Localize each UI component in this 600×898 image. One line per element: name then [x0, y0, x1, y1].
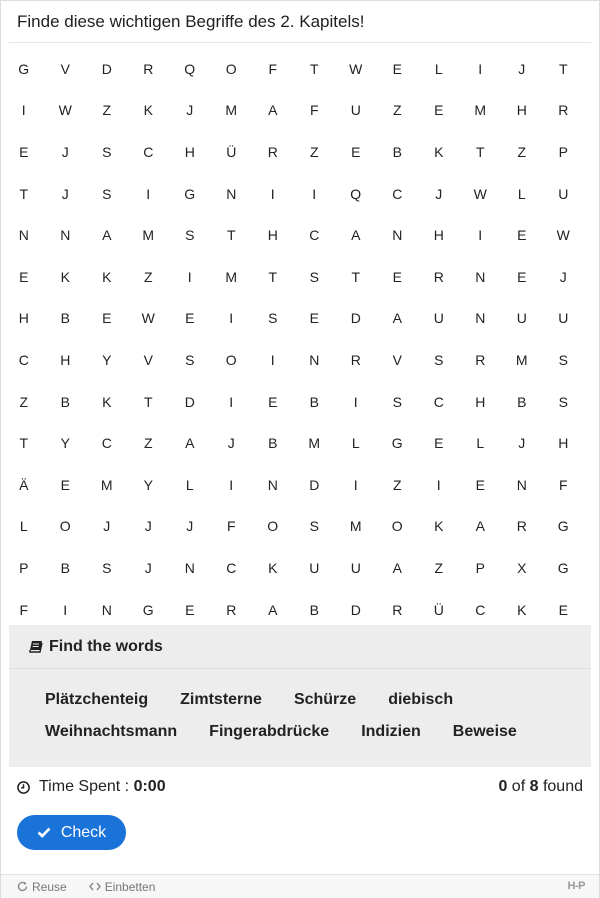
- grid-cell[interactable]: C: [101, 435, 112, 452]
- grid-cell[interactable]: L: [19, 518, 28, 535]
- grid-cell[interactable]: K: [434, 518, 444, 535]
- grid-cell[interactable]: D: [350, 601, 361, 618]
- grid-cell[interactable]: N: [475, 268, 486, 285]
- grid-cell[interactable]: T: [19, 185, 29, 202]
- found-counter: [498, 778, 583, 796]
- grid-cell[interactable]: J: [518, 435, 526, 452]
- grid-cell[interactable]: I: [187, 268, 192, 285]
- grid-cell[interactable]: L: [351, 435, 360, 452]
- grid-cell[interactable]: I: [146, 185, 151, 202]
- grid-cell[interactable]: S: [558, 351, 568, 368]
- grid-cell[interactable]: K: [517, 601, 527, 618]
- grid-cell[interactable]: W: [473, 185, 487, 202]
- grid-cell[interactable]: E: [475, 476, 485, 493]
- grid-cell[interactable]: K: [60, 268, 70, 285]
- word-item: Schürze: [293, 691, 357, 708]
- grid-cell[interactable]: J: [518, 60, 526, 77]
- grid-row: [3, 173, 590, 215]
- grid-cell[interactable]: Z: [392, 476, 402, 493]
- grid-cell[interactable]: A: [351, 227, 361, 244]
- checkmark-icon: [37, 827, 51, 838]
- grid-cell[interactable]: S: [434, 351, 444, 368]
- grid-cell[interactable]: V: [143, 351, 153, 368]
- grid-cell[interactable]: P: [558, 143, 568, 160]
- grid-cell[interactable]: E: [392, 268, 402, 285]
- embed-link[interactable]: [89, 880, 156, 894]
- grid-cell[interactable]: N: [60, 227, 71, 244]
- grid-row: [3, 131, 590, 173]
- grid-cell[interactable]: Z: [309, 143, 319, 160]
- grid-cell[interactable]: U: [350, 102, 361, 119]
- letter-grid[interactable]: [3, 48, 590, 630]
- book-icon: [29, 640, 43, 653]
- grid-cell[interactable]: H: [60, 351, 71, 368]
- grid-cell[interactable]: C: [18, 351, 29, 368]
- grid-cell[interactable]: J: [227, 435, 235, 452]
- grid-cell[interactable]: B: [392, 143, 402, 160]
- grid-cell[interactable]: G: [557, 518, 569, 535]
- grid-cell[interactable]: M: [100, 476, 113, 493]
- grid-cell[interactable]: E: [102, 310, 112, 327]
- grid-cell[interactable]: M: [474, 102, 487, 119]
- grid-cell[interactable]: C: [309, 227, 320, 244]
- grid-cell[interactable]: O: [59, 518, 71, 535]
- grid-cell[interactable]: E: [434, 102, 444, 119]
- grid-cell[interactable]: S: [102, 559, 112, 576]
- grid-cell[interactable]: I: [478, 227, 483, 244]
- grid-cell[interactable]: S: [102, 143, 112, 160]
- grid-cell[interactable]: T: [143, 393, 153, 410]
- grid-cell[interactable]: A: [102, 227, 112, 244]
- grid-cell[interactable]: U: [309, 559, 320, 576]
- grid-cell[interactable]: M: [308, 435, 321, 452]
- grid-cell[interactable]: E: [309, 310, 319, 327]
- grid-cell[interactable]: J: [103, 518, 111, 535]
- grid-cell[interactable]: V: [392, 351, 402, 368]
- grid-cell[interactable]: Y: [143, 476, 153, 493]
- time-spent-label: Time Spent :: [39, 778, 130, 795]
- grid-cell[interactable]: I: [478, 60, 483, 77]
- grid-cell[interactable]: A: [268, 102, 278, 119]
- grid-cell[interactable]: A: [185, 435, 195, 452]
- footer-bar: [1, 874, 599, 898]
- found-total: 8: [529, 778, 539, 795]
- grid-cell[interactable]: R: [267, 143, 278, 160]
- grid-cell[interactable]: H: [267, 227, 278, 244]
- grid-cell[interactable]: E: [558, 601, 568, 618]
- grid-cell[interactable]: B: [60, 393, 70, 410]
- grid-cell[interactable]: Z: [392, 102, 402, 119]
- grid-cell[interactable]: E: [392, 60, 402, 77]
- grid-cell[interactable]: R: [516, 518, 527, 535]
- time-spent: [17, 778, 166, 796]
- grid-cell[interactable]: B: [517, 393, 527, 410]
- grid-cell[interactable]: I: [353, 393, 358, 410]
- grid-cell[interactable]: B: [60, 559, 70, 576]
- grid-cell[interactable]: J: [559, 268, 567, 285]
- grid-cell[interactable]: B: [60, 310, 70, 327]
- grid-cell[interactable]: F: [309, 102, 319, 119]
- reuse-link[interactable]: [17, 880, 67, 894]
- grid-cell[interactable]: M: [225, 102, 238, 119]
- grid-cell[interactable]: Z: [517, 143, 527, 160]
- grid-cell[interactable]: E: [19, 268, 29, 285]
- grid-cell[interactable]: R: [226, 601, 237, 618]
- words-panel-heading: Find the words: [49, 637, 163, 655]
- grid-cell[interactable]: Z: [434, 559, 444, 576]
- grid-cell[interactable]: C: [143, 143, 154, 160]
- grid-row: [3, 422, 590, 464]
- grid-cell[interactable]: I: [229, 310, 234, 327]
- task-title: Finde diese wichtigen Begriffe des 2. Kapitels!: [17, 12, 365, 31]
- check-button[interactable]: [17, 815, 126, 850]
- word-item: Indizien: [361, 723, 421, 740]
- grid-cell[interactable]: I: [353, 476, 358, 493]
- grid-cell[interactable]: E: [185, 310, 195, 327]
- grid-cell[interactable]: M: [142, 227, 155, 244]
- grid-cell[interactable]: H: [558, 435, 569, 452]
- found-count: 0: [498, 778, 508, 795]
- grid-cell[interactable]: O: [391, 518, 403, 535]
- grid-cell[interactable]: F: [558, 476, 568, 493]
- grid-cell[interactable]: E: [351, 143, 361, 160]
- grid-cell[interactable]: L: [517, 185, 526, 202]
- word-list: [9, 669, 591, 748]
- grid-cell[interactable]: E: [19, 143, 29, 160]
- h5p-logo[interactable]: H-P: [567, 880, 585, 892]
- grid-cell[interactable]: B: [309, 393, 319, 410]
- grid-cell[interactable]: J: [61, 185, 69, 202]
- grid-cell[interactable]: K: [102, 393, 112, 410]
- grid-cell[interactable]: I: [312, 185, 317, 202]
- grid-cell[interactable]: G: [557, 559, 569, 576]
- grid-cell[interactable]: I: [270, 185, 275, 202]
- grid-cell[interactable]: S: [309, 518, 319, 535]
- grid-cell[interactable]: M: [349, 518, 362, 535]
- grid-cell[interactable]: D: [184, 393, 195, 410]
- grid-row: [3, 506, 590, 548]
- grid-cell[interactable]: I: [436, 476, 441, 493]
- grid-cell[interactable]: R: [475, 351, 486, 368]
- grid-cell[interactable]: R: [143, 60, 154, 77]
- grid-cell[interactable]: W: [58, 102, 72, 119]
- grid-cell[interactable]: T: [268, 268, 278, 285]
- words-panel-header: [9, 625, 591, 669]
- grid-cell[interactable]: O: [225, 351, 237, 368]
- embed-label: Einbetten: [104, 879, 156, 894]
- grid-cell[interactable]: Y: [60, 435, 70, 452]
- grid-cell[interactable]: W: [556, 227, 570, 244]
- grid-cell[interactable]: I: [21, 102, 26, 119]
- grid-cell[interactable]: M: [225, 268, 238, 285]
- grid-cell[interactable]: A: [392, 310, 402, 327]
- grid-cell[interactable]: C: [433, 393, 444, 410]
- grid-cell[interactable]: E: [185, 601, 195, 618]
- grid-cell[interactable]: G: [184, 185, 196, 202]
- grid-cell[interactable]: N: [392, 227, 403, 244]
- grid-cell[interactable]: N: [475, 310, 486, 327]
- grid-cell[interactable]: L: [434, 60, 443, 77]
- grid-cell[interactable]: R: [350, 351, 361, 368]
- grid-cell[interactable]: Ü: [226, 143, 237, 160]
- grid-cell[interactable]: E: [434, 435, 444, 452]
- grid-cell[interactable]: W: [141, 310, 155, 327]
- grid-cell[interactable]: J: [435, 185, 443, 202]
- grid-cell[interactable]: U: [558, 185, 569, 202]
- grid-cell[interactable]: T: [226, 227, 236, 244]
- grid-cell[interactable]: X: [517, 559, 527, 576]
- grid-cell[interactable]: E: [517, 268, 527, 285]
- grid-cell[interactable]: F: [226, 518, 236, 535]
- grid-cell[interactable]: U: [433, 310, 444, 327]
- grid-cell[interactable]: K: [434, 143, 444, 160]
- grid-cell[interactable]: D: [101, 60, 112, 77]
- grid-cell[interactable]: U: [558, 310, 569, 327]
- grid-cell[interactable]: I: [229, 476, 234, 493]
- grid-cell[interactable]: S: [558, 393, 568, 410]
- grid-cell[interactable]: A: [475, 518, 485, 535]
- grid-row: [3, 90, 590, 132]
- word-item: diebisch: [388, 691, 454, 708]
- grid-cell[interactable]: Y: [102, 351, 112, 368]
- grid-cell[interactable]: W: [349, 60, 363, 77]
- grid-cell[interactable]: G: [391, 435, 403, 452]
- grid-cell[interactable]: T: [351, 268, 361, 285]
- grid-cell[interactable]: K: [102, 268, 112, 285]
- word-item: Zimtsterne: [180, 691, 262, 708]
- grid-cell[interactable]: R: [433, 268, 444, 285]
- grid-row: [3, 547, 590, 589]
- grid-cell[interactable]: D: [350, 310, 361, 327]
- grid-cell[interactable]: J: [144, 518, 152, 535]
- grid-cell[interactable]: N: [267, 476, 278, 493]
- grid-cell[interactable]: E: [60, 476, 70, 493]
- grid-cell[interactable]: N: [184, 559, 195, 576]
- clock-icon: [17, 781, 30, 794]
- grid-cell[interactable]: Ü: [433, 601, 444, 618]
- grid-cell[interactable]: V: [60, 60, 70, 77]
- grid-cell[interactable]: A: [268, 601, 278, 618]
- reuse-label: Reuse: [32, 879, 67, 894]
- check-button-label: Check: [60, 823, 107, 841]
- grid-cell[interactable]: M: [515, 351, 528, 368]
- grid-cell[interactable]: J: [186, 102, 194, 119]
- word-item: Weihnachtsmann: [45, 723, 178, 740]
- grid-cell[interactable]: S: [185, 351, 195, 368]
- code-icon: [89, 882, 101, 891]
- grid-row: [3, 48, 590, 90]
- grid-cell[interactable]: S: [268, 310, 278, 327]
- word-item: Plätzchenteig: [45, 691, 149, 708]
- grid-cell[interactable]: N: [18, 227, 29, 244]
- grid-cell[interactable]: Z: [143, 435, 153, 452]
- grid-cell[interactable]: H: [184, 143, 195, 160]
- word-item: Beweise: [452, 723, 517, 740]
- status-bar: [17, 777, 583, 797]
- grid-cell[interactable]: H: [18, 310, 29, 327]
- reuse-icon: [17, 881, 28, 892]
- grid-cell[interactable]: Z: [19, 393, 29, 410]
- grid-cell[interactable]: R: [392, 601, 403, 618]
- grid-cell[interactable]: K: [143, 102, 153, 119]
- grid-cell[interactable]: D: [309, 476, 320, 493]
- grid-cell[interactable]: N: [516, 476, 527, 493]
- grid-cell[interactable]: S: [102, 185, 112, 202]
- grid-cell[interactable]: S: [309, 268, 319, 285]
- grid-cell[interactable]: R: [558, 102, 569, 119]
- grid-cell[interactable]: H: [475, 393, 486, 410]
- words-panel: [9, 625, 591, 767]
- grid-cell[interactable]: O: [267, 518, 279, 535]
- grid-cell[interactable]: G: [142, 601, 154, 618]
- grid-cell[interactable]: C: [475, 601, 486, 618]
- grid-cell[interactable]: I: [229, 393, 234, 410]
- grid-cell[interactable]: L: [476, 435, 485, 452]
- grid-cell[interactable]: T: [475, 143, 485, 160]
- grid-cell[interactable]: Z: [143, 268, 153, 285]
- grid-cell[interactable]: L: [185, 476, 194, 493]
- grid-cell[interactable]: I: [63, 601, 68, 618]
- grid-cell[interactable]: P: [475, 559, 485, 576]
- found-of-label: of: [511, 778, 526, 795]
- grid-cell[interactable]: H: [516, 102, 527, 119]
- grid-cell[interactable]: T: [558, 60, 568, 77]
- title-divider: [9, 42, 591, 43]
- grid-row: [3, 381, 590, 423]
- grid-cell[interactable]: T: [19, 435, 29, 452]
- grid-cell[interactable]: O: [225, 60, 237, 77]
- grid-cell[interactable]: C: [392, 185, 403, 202]
- grid-cell[interactable]: P: [19, 559, 29, 576]
- grid-cell[interactable]: A: [392, 559, 402, 576]
- grid-row: [3, 298, 590, 340]
- grid-row: [3, 464, 590, 506]
- grid-row: [3, 256, 590, 298]
- grid-cell[interactable]: Ä: [19, 476, 29, 493]
- grid-cell[interactable]: B: [268, 435, 278, 452]
- grid-cell[interactable]: E: [268, 393, 278, 410]
- grid-cell[interactable]: J: [144, 559, 152, 576]
- grid-cell[interactable]: S: [392, 393, 402, 410]
- found-label: found: [542, 778, 583, 795]
- grid-row: [3, 339, 590, 381]
- grid-cell[interactable]: Z: [102, 102, 112, 119]
- time-spent-value: 0:00: [133, 778, 166, 795]
- grid-cell[interactable]: T: [309, 60, 319, 77]
- grid-cell[interactable]: Q: [350, 185, 362, 202]
- grid-cell[interactable]: U: [516, 310, 527, 327]
- grid-cell[interactable]: N: [101, 601, 112, 618]
- grid-cell[interactable]: C: [226, 559, 237, 576]
- grid-cell[interactable]: I: [270, 351, 275, 368]
- grid-cell[interactable]: K: [268, 559, 278, 576]
- grid-cell[interactable]: B: [309, 601, 319, 618]
- grid-row: [3, 214, 590, 256]
- grid-cell[interactable]: N: [309, 351, 320, 368]
- grid-cell[interactable]: H: [433, 227, 444, 244]
- grid-cell[interactable]: G: [18, 60, 30, 77]
- grid-cell[interactable]: S: [185, 227, 195, 244]
- grid-cell[interactable]: N: [226, 185, 237, 202]
- grid-cell[interactable]: J: [61, 143, 69, 160]
- word-item: Fingerabdrücke: [209, 723, 330, 740]
- grid-cell[interactable]: U: [350, 559, 361, 576]
- grid-cell[interactable]: F: [19, 601, 29, 618]
- grid-cell[interactable]: J: [186, 518, 194, 535]
- grid-cell[interactable]: E: [517, 227, 527, 244]
- grid-cell[interactable]: F: [268, 60, 278, 77]
- grid-cell[interactable]: Q: [184, 60, 196, 77]
